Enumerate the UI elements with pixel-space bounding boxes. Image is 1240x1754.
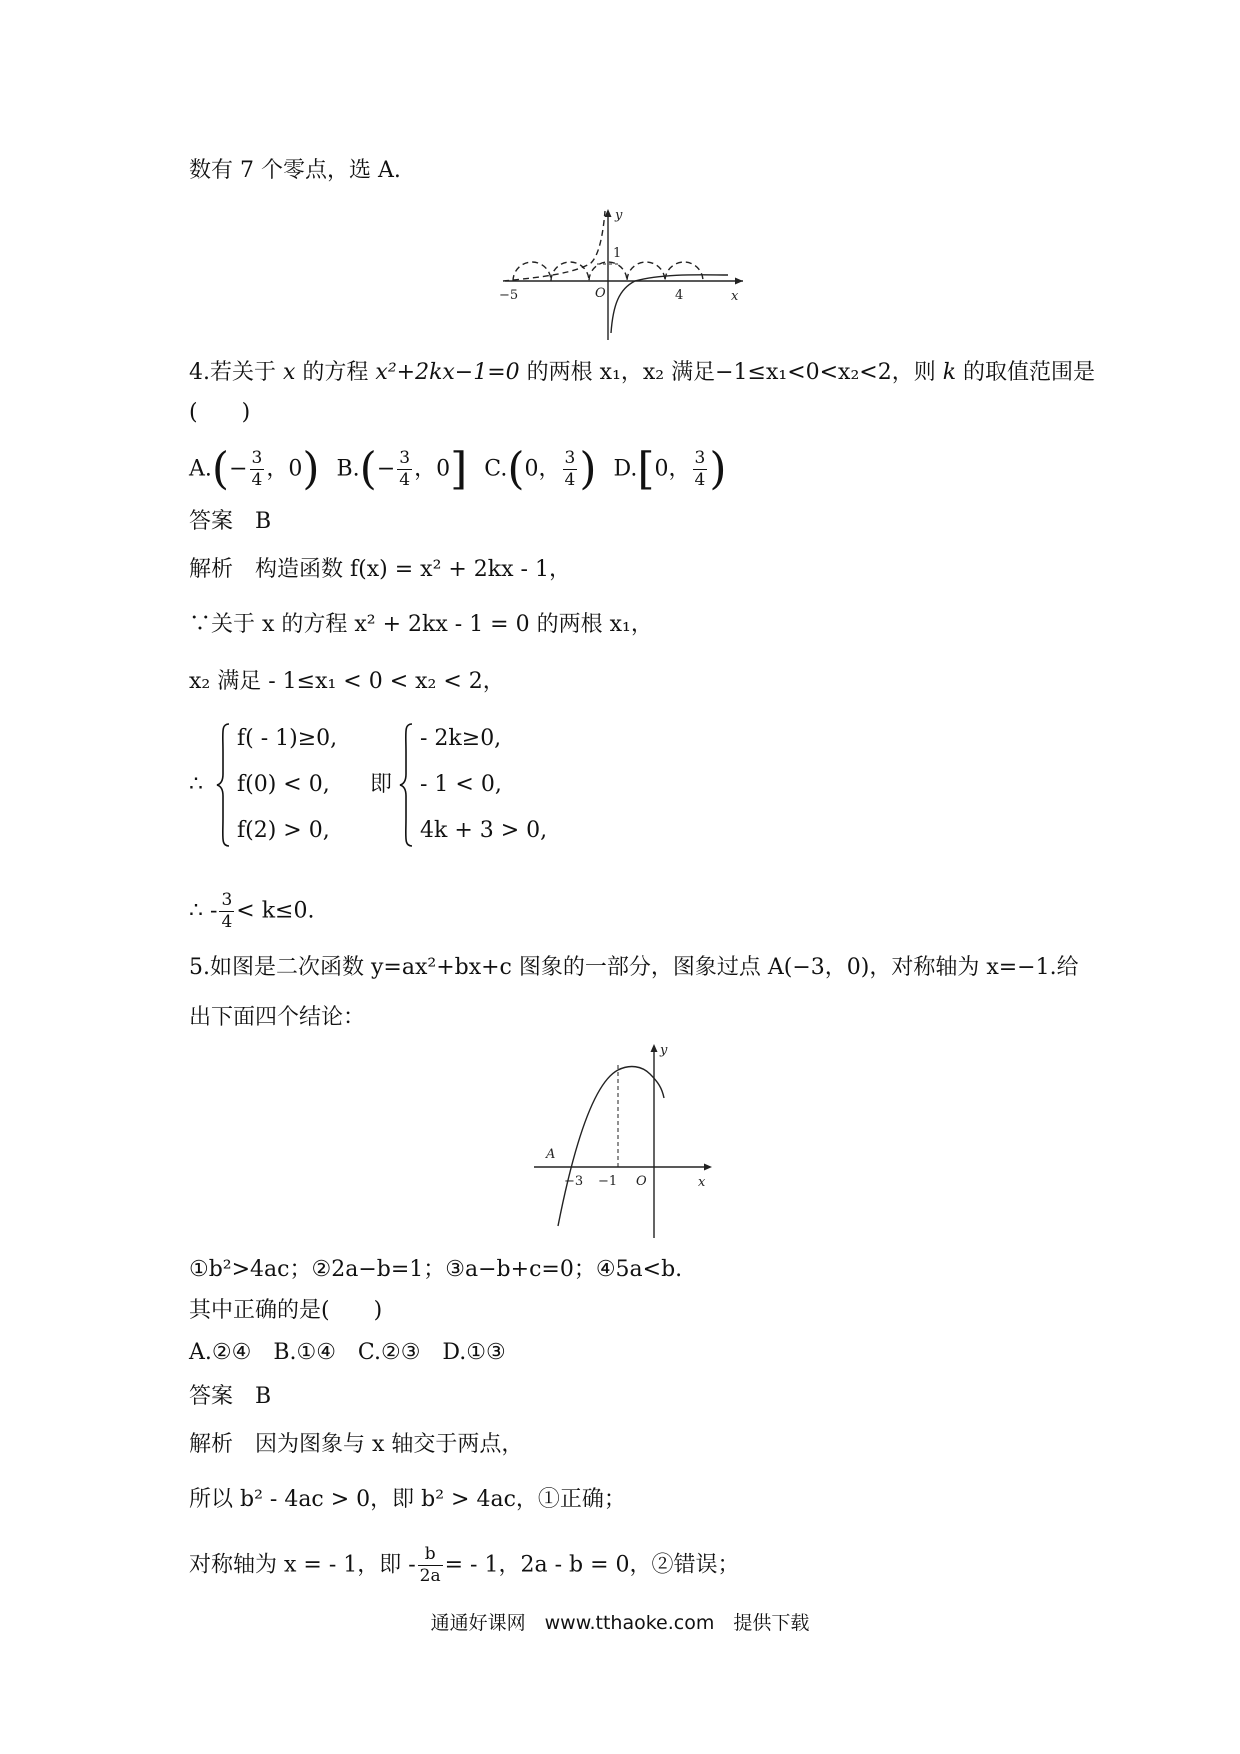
q5-stem-2: 出下面四个结论： <box>189 1005 366 1030</box>
fig2-parabola-curve <box>558 1067 664 1226</box>
fig2-origin-label: O <box>636 1174 647 1189</box>
fig2-y-label: y <box>660 1043 668 1058</box>
q4-conclusion: ∴ - $\frac{3}{4}$ < k≤0. <box>189 890 315 932</box>
fig1-x-label: x <box>731 289 739 304</box>
q4-system-2-row-1: - 2k≥0, <box>420 726 502 751</box>
fig2-neg1-label: −1 <box>598 1174 618 1189</box>
q5-answer: 答案 B <box>189 1384 272 1409</box>
q5-analysis-2: 所以 b² - 4ac > 0，即 b² > 4ac，①正确； <box>189 1487 626 1512</box>
fig1-log-curve <box>611 275 728 333</box>
fig1-origin-label: O <box>595 286 606 301</box>
q4-analysis-1: 解析 构造函数 f(x) = x² + 2kx - 1， <box>189 557 571 582</box>
q3-conclusion: 数有 7 个零点，选 A. <box>189 158 401 183</box>
fig1-y-label: y <box>615 208 623 223</box>
left-brace-icon <box>398 722 414 848</box>
q4-system-1-row-3: f(2) > 0, <box>237 818 330 843</box>
q4-option-d: D.[0， $\frac{3}{4}$ ) <box>613 443 727 495</box>
footer-source: 通通好课网 www.tthaoke.com 提供下载 <box>430 1612 810 1634</box>
q4-ji: 即 <box>370 772 393 797</box>
fig1-neg5-label: −5 <box>499 288 519 303</box>
q5-conclusions: ①b²>4ac；②2a−b=1；③a−b+c=0；④5a<b. <box>189 1257 683 1282</box>
q4-analysis-3: x₂ 满足 - 1≤x₁ < 0 < x₂ < 2， <box>189 669 505 694</box>
q4-option-c: C.(0， $\frac{3}{4}$ ) <box>484 443 597 495</box>
fig2-x-label: x <box>698 1175 706 1190</box>
q4-system-1-row-1: f( - 1)≥0, <box>237 726 338 751</box>
q4-system-1-row-2: f(0) < 0, <box>237 772 330 797</box>
q4-analysis-2: ∵关于 x 的方程 x² + 2kx - 1 = 0 的两根 x₁， <box>189 612 653 637</box>
q5-options: A.②④ B.①④ C.②③ D.①③ <box>189 1340 506 1365</box>
q5-analysis-3: 对称轴为 x = - 1，即 - $\frac{b}{2a}$ = - 1，2a - b = 0，②错误； <box>189 1544 740 1586</box>
fig2-point-a-label: A <box>546 1147 556 1162</box>
q4-option-a: A.(− $\frac{3}{4}$ ，0) <box>189 443 320 495</box>
figure-1-graph <box>495 205 755 345</box>
q4-system-2-row-3: 4k + 3 > 0, <box>420 818 548 843</box>
fig1-pos4-label: 4 <box>675 288 684 303</box>
q4-therefore: ∴ <box>189 772 203 797</box>
q4-stem: 4.若关于 x 的方程 x²+2kx−1=0 的两根 x₁，x₂ 满足−1≤x₁<0<x₂<2，则 k 的取值范围是 <box>189 360 1096 385</box>
fig1-one-label: 1 <box>613 246 622 261</box>
q4-answer: 答案 B <box>189 509 272 534</box>
q4-answer-blank: ( ) <box>189 400 251 425</box>
left-brace-icon <box>215 722 231 848</box>
figure-2-parabola <box>530 1040 730 1240</box>
q4-system-2-row-2: - 1 < 0, <box>420 772 502 797</box>
q5-analysis-1: 解析 因为图象与 x 轴交于两点， <box>189 1432 524 1457</box>
q5-question: 其中正确的是( ) <box>189 1298 383 1323</box>
q4-options <box>189 443 737 495</box>
q4-option-b: B.(− $\frac{3}{4}$ ，0] <box>336 443 468 495</box>
fig2-neg3-label: −3 <box>564 1174 584 1189</box>
q5-stem-1: 5.如图是二次函数 y=ax²+bx+c 图象的一部分，图象过点 A(−3，0)，对称轴为 x=−1.给 <box>189 955 1079 980</box>
